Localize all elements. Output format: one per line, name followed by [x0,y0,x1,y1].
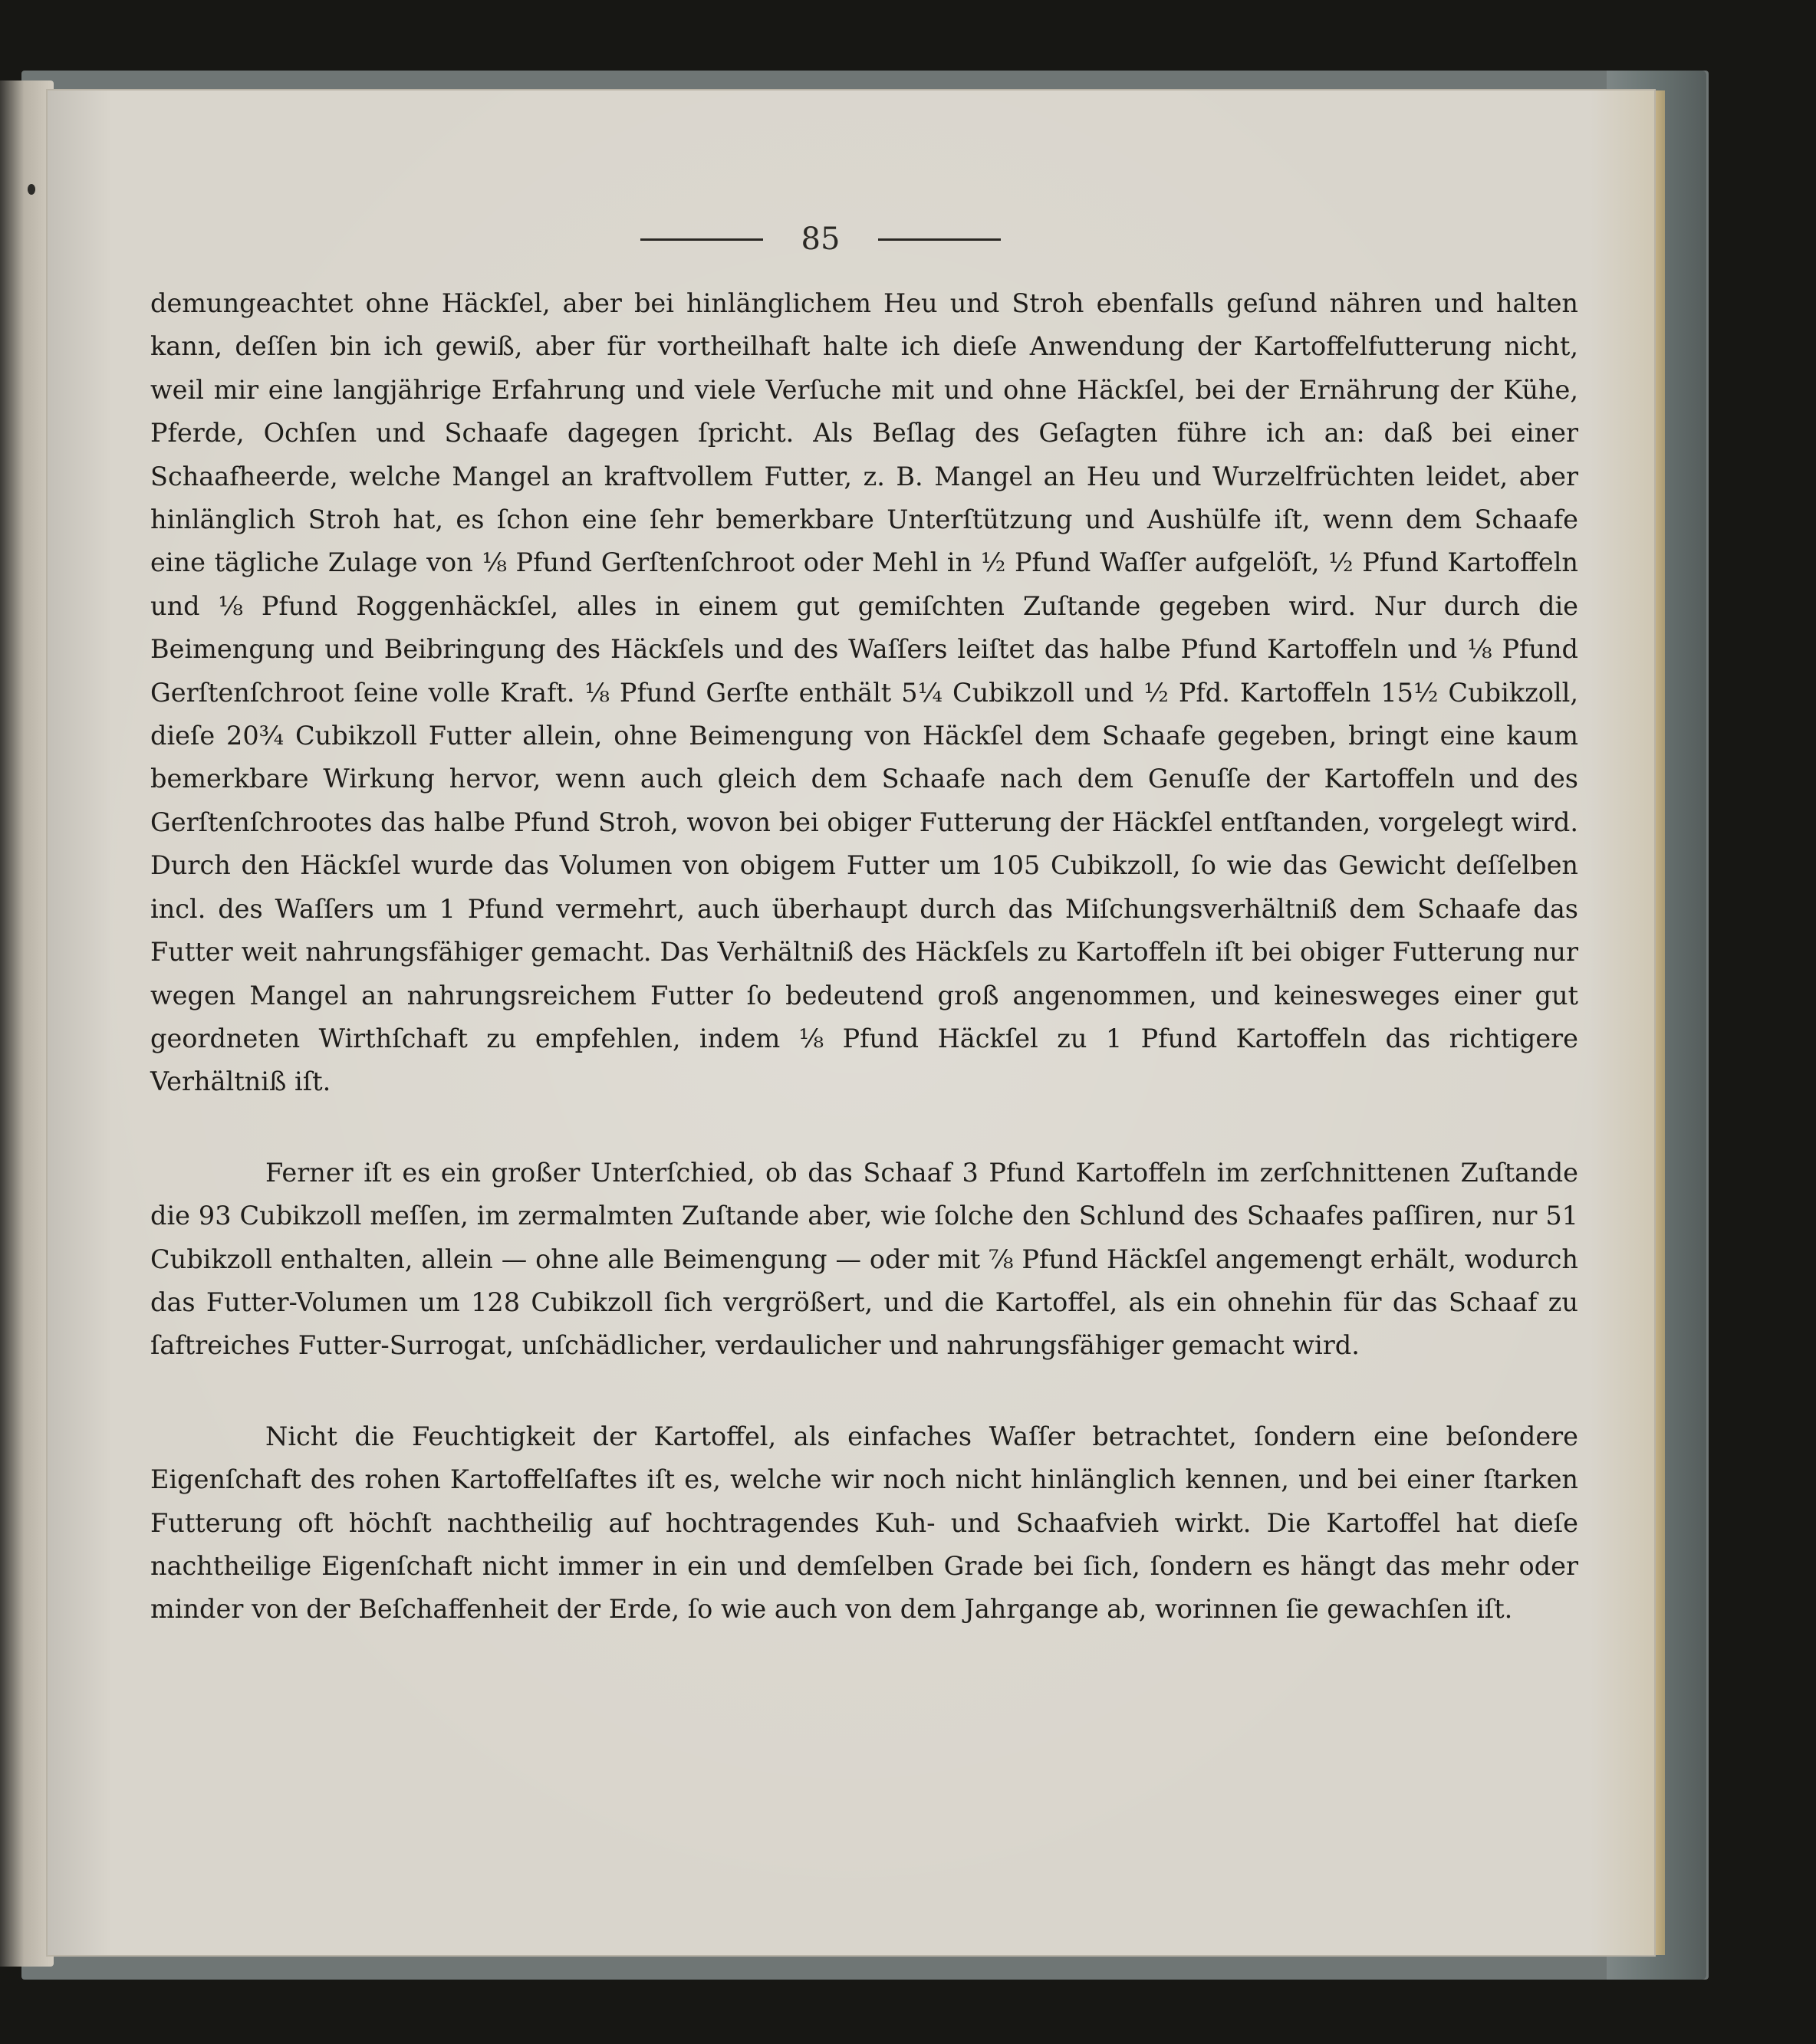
paragraph: Nicht die Feuchtigkeit der Kartoffel, als einfaches Waſſer betrachtet, ſondern eine beſondere Eigenſchaft des rohen Kartoffelſaftes iſt es, welche wir noch nicht hinlänglich kennen, und bei einer ſtarken Futterung oft höchſt nachtheilig auf hochtragendes Kuh- und Schaafvieh wirkt. Die Kartoffel hat dieſe nachtheilige Eigenſchaft nicht immer in ein und demſelben Grade bei ſich, ſondern es hängt das mehr oder minder von der Beſchaffenheit der Erde, ſo wie auch von dem Jahrgange ab, worinnen ſie gewachſen iſt. [150,1421,1578,1625]
paragraph: Ferner iſt es ein großer Unterſchied, ob das Schaaf 3 Pfund Kartoffeln im zerſchnittenen Zuſtande die 93 Cubikzoll meſſen, im zermalmten Zuſtande aber, wie ſolche den Schlund des Schaafes paſſiren, nur 51 Cubikzoll enthalten, allein — ohne alle Beimengung — oder mit ⅞ Pfund Häckſel angemengt erhält, wodurch das Futter-Volumen um 128 Cubikzoll ſich vergrößert, und die Kartoffel, als ein ohnehin für das Schaaf zu ſaftreiches Futter-Surrogat, unſchädlicher, verdaulicher und nahrungsfähiger gemacht wird. [150,1157,1578,1361]
ink-speck [28,184,35,195]
page-number: 85 [801,222,841,257]
page-header [629,216,1012,262]
header-rule-left [640,238,763,241]
previous-page-edge [0,81,54,1967]
paragraph: demungeachtet ohne Häckſel, aber bei hinlänglichem Heu und Stroh ebenfalls geſund nähren und halten kann, deſſen bin ich gewiß, aber für vortheilhaft halte ich dieſe Anwendung der Kartoffelfutterung nicht, weil mir eine langjährige Erfahrung und viele Verſuche mit und ohne Häckſel, bei der Ernährung der Kühe, Pferde, Ochſen und Schaafe dagegen ſpricht. Als Beſlag des Geſagten führe ich an: daß bei einer Schaafheerde, welche Mangel an kraftvollem Futter, z. B. Mangel an Heu und Wurzelfrüchten leidet, aber hinlänglich Stroh hat, es ſchon eine ſehr bemerkbare Unterſtützung und Aushülfe iſt, wenn dem Schaafe eine tägliche Zulage von ⅛ Pfund Gerſtenſchroot oder Mehl in ½ Pfund Waſſer aufgelöſt, ½ Pfund Kartoffeln und ⅛ Pfund Roggenhäckſel, alles in einem gut gemiſchten Zuſtande gegeben wird. Nur durch die Beimengung und Beibringung des Häckſels und des Waſſers leiſtet das halbe Pfund Kartoffeln und ⅛ Pfund Gerſtenſchroot ſeine volle Kraft. ⅛ Pfund Gerſte enthält 5¼ Cubikzoll und ½ Pfd. Kartoffeln 15½ Cubikzoll, dieſe 20¾ Cubikzoll Futter allein, ohne Beimengung von Häckſel dem Schaafe gegeben, bringt eine kaum bemerkbare Wirkung hervor, wenn auch gleich dem Schaafe nach dem Genuſſe der Kartoffeln und des Gerſtenſchrootes das halbe Pfund Stroh, wovon bei obiger Futterung der Häckſel entſtanden, vorgelegt wird. Durch den Häckſel wurde das Volumen von obigem Futter um 105 Cubikzoll, ſo wie das Gewicht deſſelben incl. des Waſſers um 1 Pfund vermehrt, auch überhaupt durch das Miſchungsverhältniß dem Schaafe das Futter weit nahrungsfähiger gemacht. Das Verhältniß des Häckſels zu Kartoffeln iſt bei obiger Futterung nur wegen Mangel an nahrungsreichem Futter ſo bedeutend groß angenommen, und keinesweges einer gut geordneten Wirthſchaft zu empfehlen, indem ⅛ Pfund Häckſel zu 1 Pfund Kartoffeln das richtigere Verhältniß iſt. [150,288,1578,1097]
header-rule-right [878,238,1001,241]
page-body [150,282,1578,1632]
page-fore-edge [1654,90,1665,1955]
